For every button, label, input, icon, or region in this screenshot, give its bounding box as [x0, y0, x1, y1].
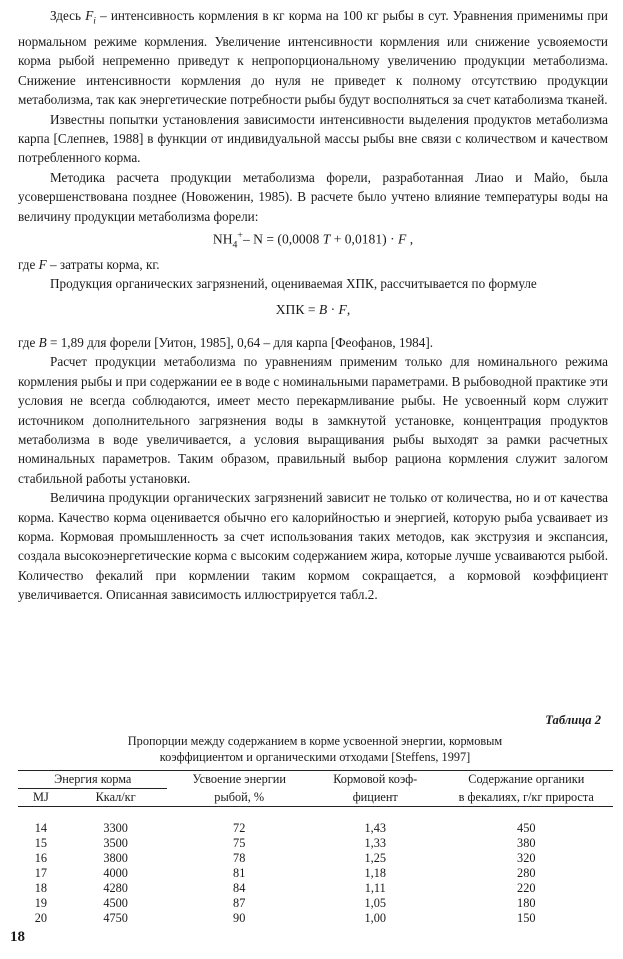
header-feed-coef-2: фициент [311, 789, 440, 807]
header-mj: MJ [18, 789, 64, 807]
paragraph-carp: Известны попытки установления зависимости интенсивности выделения продуктов метаболизма карпа [Слепнев, 1988] в функции от индивидуальной массы рыбы вне связи с количеством и качеством потребленного корма. [18, 111, 608, 166]
var-f: $F_i$ [85, 8, 96, 27]
data-table [18, 770, 613, 926]
paragraph-f-def: где F – затраты корма, кг. [18, 256, 160, 272]
paragraph-trout-method: Методика расчета продукции метаболизма форели, разработанная Лиао и Майо, была усовершенствована позднее (Новоженин, 1985). В расчете было учтено влияние температуры воды на величину продукции метаболизма форели: [18, 169, 608, 224]
table-row: 20 4750 90 1,00 150 [34, 911, 536, 925]
header-organic: Содержание органики [440, 771, 613, 789]
paragraph-feed-quality: Величина продукции органических загрязнений зависит не только от количества, но и от качества корма. Качество корма оценивается обычно его калорийностью и энергией, которую рыба усваивает из корма. Кормовая промышленность за счет использования таких методов, как экструзия и экспансия, создала высокоэнергетические корма с высоким содержанием жира, которые лучше усваиваются рыбой. Количество фекалий при кормлении таким кормом сокращается, а кормовой коэффициент увеличивается. Описанная зависимость иллюстрируется табл.2. [18, 490, 608, 603]
header-uptake: Усвоение энергии [167, 771, 311, 789]
paragraph-intensity: Здесь $F_i$ – интенсивность кормления в кг корма на 100 кг рыбы в сут. Уравнения применимы при нормальном режиме кормления. Увеличение интенсивности кормления или снижение усвояемости корма рыбой непременно приведут к непропорциональному увеличению продукции метаболизма. Снижение интенсивности кормления до нуля не приведет к полному отсутствию продукции метаболизма, так как энергетические потребности рыбы будут восполняться за счет катаболизма тканей. [18, 8, 608, 108]
paragraph-overfeeding: Расчет продукции метаболизма по уравнениям применим только для номинального режима кормления рыбы и при содержании ее в воде с номинальными параметрами. В рыбоводной практике эти условия не всегда соблюдаются, имеет место перекармливание рыбы. Не усвоенный корм служит источником дополнительного загрязнения воды в замкнутой установке, концентрация продуктов метаболизма в воде увеличивается, а условия выращивания рыбы выходят за рамки расчетных номинальных параметров. Таким образом, правильный выбор рациона кормления служит залогом стабильной работы установки. [18, 354, 608, 486]
table-subheader-row [18, 789, 613, 807]
paragraph-cod-intro: Продукция органических загрязнений, оцениваемая ХПК, рассчитывается по формуле [50, 276, 537, 292]
page-number: 18 [10, 929, 25, 945]
table-row: 18 4280 84 1,11 220 [34, 881, 536, 895]
header-energy: Энергия корма [18, 771, 167, 789]
table-header-row [18, 771, 613, 789]
table-caption: Пропорции между содержанием в корме усвоенной энергии, кормовым коэффициентом и органическими отходами [Steffens, 1997] [127, 734, 503, 764]
header-kcal: Ккал/кг [64, 789, 168, 807]
paragraph-b-def: где B = 1,89 для форели [Уитон, 1985], 0,64 – для карпа [Феофанов, 1984]. [18, 334, 434, 350]
table-row: 17 4000 81 1,18 280 [34, 866, 536, 880]
header-uptake-2: рыбой, % [167, 789, 311, 807]
table-row: 16 3800 78 1,25 320 [34, 851, 536, 865]
header-feed-coef: Кормовой коэф- [311, 771, 440, 789]
header-organic-2: в фекалиях, г/кг прироста [440, 789, 613, 807]
body-text [18, 6, 608, 605]
formula-cod: ХПК = B · F, [275, 301, 351, 317]
table-row: 15 3500 75 1,33 380 [34, 836, 536, 850]
formula-ammonia: $NH_4^+-$ N = (0,0008 T + 0,0181) · F , [212, 230, 414, 251]
table-label: Таблица 2 [545, 713, 601, 727]
table-row: 19 4500 87 1,05 180 [34, 896, 536, 910]
table-row: 14 3300 72 1,43 450 [34, 821, 536, 835]
